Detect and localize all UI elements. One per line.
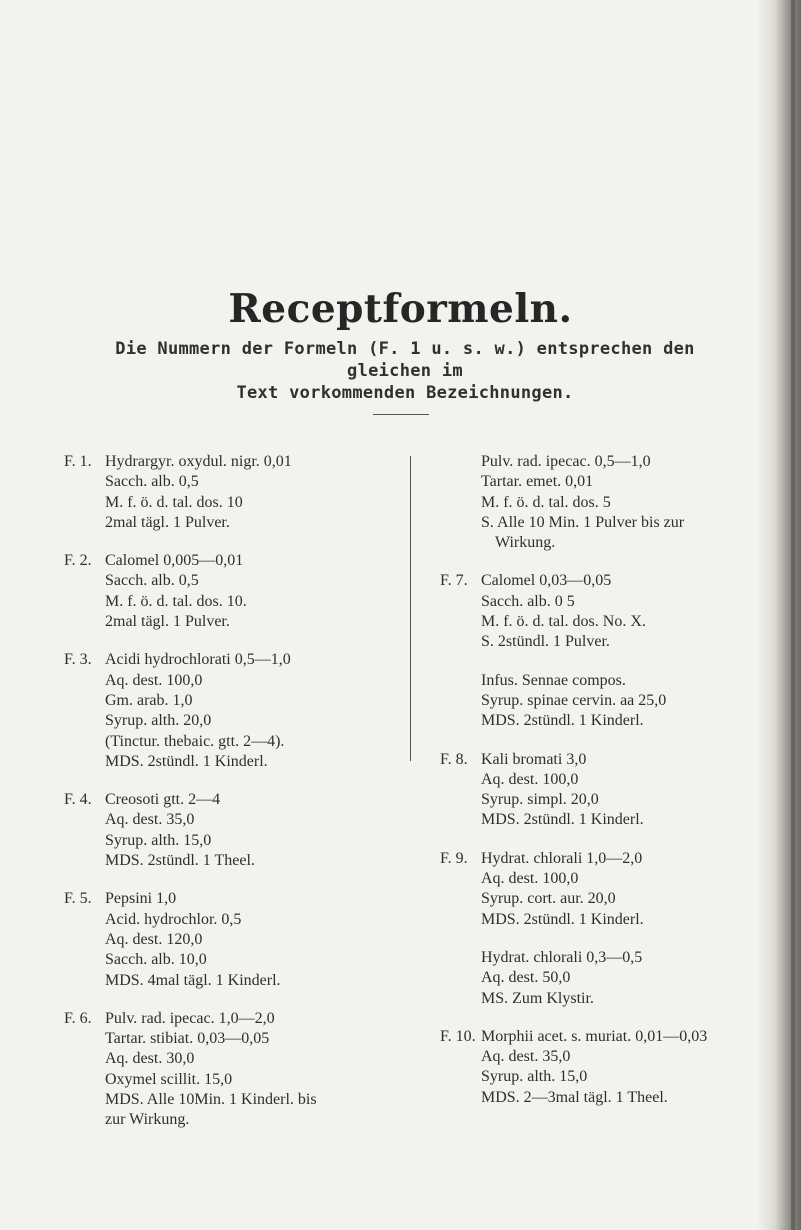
formula-line: Pulv. rad. ipecac. 1,0—2,0	[105, 1009, 275, 1027]
formula-line: Morphii acet. s. muriat. 0,01—0,03	[481, 1027, 708, 1045]
formula-number: F. 6.	[64, 1009, 92, 1027]
formula-line: Acid. hydrochlor. 0,5	[105, 910, 242, 928]
formula-line: 2mal tägl. 1 Pulver.	[105, 513, 230, 531]
formula-line: Tartar. emet. 0,01	[481, 473, 594, 491]
formula-line: 2mal tägl. 1 Pulver.	[105, 613, 230, 631]
formula-line: S. Alle 10 Min. 1 Pulver bis zur	[481, 513, 685, 531]
formula-line: Aq. dest. 30,0	[105, 1050, 195, 1068]
intro-paragraph	[95, 338, 715, 404]
formula-line: Calomel 0,03—0,05	[481, 572, 612, 590]
right-column	[440, 452, 780, 1126]
formula-number: F. 1.	[64, 453, 92, 470]
formula-number: F. 10.	[440, 1027, 476, 1045]
formula-number: F. 5.	[64, 890, 92, 908]
formula-number: F. 3.	[64, 651, 92, 669]
formula-line: Syrup. alth. 20,0	[105, 712, 212, 730]
formula-line: Syrup. spinae cervin. aa 25,0	[481, 691, 667, 709]
formula-number: F. 9.	[440, 849, 468, 867]
formula-number: F. 4.	[64, 791, 92, 809]
formula-line: MDS. Alle 10Min. 1 Kinderl. bis	[105, 1091, 317, 1109]
formula-line: Syrup. alth. 15,0	[481, 1068, 588, 1086]
formula-line: Sacch. alb. 0,5	[105, 572, 199, 590]
formula-line: Sacch. alb. 10,0	[105, 951, 207, 969]
formula-line: Syrup. cort. aur. 20,0	[481, 890, 616, 908]
formula-number: F. 7.	[440, 572, 468, 590]
formula-line: Hydrat. chlorali 1,0—2,0	[481, 849, 643, 867]
formula-7	[440, 571, 780, 731]
formula-line: Syrup. simpl. 20,0	[481, 791, 599, 809]
formula-addendum	[481, 948, 780, 1009]
formula-addendum	[481, 671, 780, 732]
formula-line: Aq. dest. 100,0	[481, 770, 579, 788]
formula-line: Sacch. alb. 0 5	[481, 592, 575, 610]
formula-line: (Tinctur. thebaic. gtt. 2—4).	[105, 732, 285, 750]
formula-line: Syrup. alth. 15,0	[105, 831, 212, 849]
formula-line: Aq. dest. 35,0	[105, 811, 195, 829]
left-column	[64, 452, 384, 1149]
formula-1	[64, 452, 384, 533]
formula-line: MDS. 2stündl. 1 Kinderl.	[481, 910, 644, 928]
formula-line: Wirkung.	[495, 534, 556, 552]
formula-line: Sacch. alb. 0,5	[105, 473, 199, 491]
formula-line: MS. Zum Klystir.	[481, 989, 594, 1007]
formula-line: MDS. 4mal tägl. 1 Kinderl.	[105, 971, 281, 989]
column-divider	[410, 456, 411, 761]
formula-line: MDS. 2stündl. 1 Kinderl.	[105, 752, 268, 770]
formula-line: Acidi hydrochlorati 0,5—1,0	[105, 651, 291, 669]
formula-line: M. f. ö. d. tal. dos. 5	[481, 493, 611, 511]
formula-line: Pepsini 1,0	[105, 890, 177, 908]
formula-line: Infus. Sennae compos.	[481, 671, 626, 689]
formula-line: Kali bromati 3,0	[481, 750, 587, 768]
formula-line: M. f. ö. d. tal. dos. 10	[105, 493, 243, 511]
formula-line: MDS. 2stündl. 1 Kinderl.	[481, 811, 644, 829]
formula-6-continued	[440, 452, 780, 553]
page-title: Receptformeln.	[228, 286, 573, 332]
book-spine-edge	[791, 0, 795, 1230]
formula-line: Hydrargyr. oxydul. nigr. 0,01	[105, 453, 292, 470]
formula-line: MDS. 2stündl. 1 Kinderl.	[481, 712, 644, 730]
formula-line: M. f. ö. d. tal. dos. 10.	[105, 592, 247, 610]
formula-line: Aq. dest. 100,0	[481, 870, 579, 888]
formula-line: Aq. dest. 120,0	[105, 930, 203, 948]
formula-line: Pulv. rad. ipecac. 0,5—1,0	[481, 453, 651, 470]
intro-line: Die Nummern der Formeln (F. 1 u. s. w.) entsprechen den gleichen im	[115, 339, 695, 381]
formula-9	[440, 849, 780, 1009]
formula-number: F. 2.	[64, 552, 92, 570]
formula-8	[440, 750, 780, 831]
formula-2	[64, 551, 384, 632]
formula-5	[64, 889, 384, 990]
formula-number: F. 8.	[440, 750, 468, 768]
formula-line: MDS. 2—3mal tägl. 1 Theel.	[481, 1088, 668, 1106]
formula-line: Hydrat. chlorali 0,3—0,5	[481, 948, 643, 966]
formula-4	[64, 790, 384, 871]
formula-6	[64, 1009, 384, 1131]
intro-line: Text vorkommenden Bezeichnungen.	[236, 383, 574, 403]
formula-line: zur Wirkung.	[105, 1111, 190, 1129]
formula-line: Aq. dest. 50,0	[481, 969, 571, 987]
formula-line: Oxymel scillit. 15,0	[105, 1070, 233, 1088]
formula-line: MDS. 2stündl. 1 Theel.	[105, 852, 255, 870]
formula-3	[64, 650, 384, 772]
formula-line: Aq. dest. 35,0	[481, 1048, 571, 1066]
formula-line: Creosoti gtt. 2—4	[105, 791, 221, 809]
formula-line: Aq. dest. 100,0	[105, 671, 203, 689]
formula-10	[440, 1027, 780, 1108]
title-rule	[373, 414, 429, 415]
formula-line: Tartar. stibiat. 0,03—0,05	[105, 1030, 270, 1048]
formula-line: M. f. ö. d. tal. dos. No. X.	[481, 613, 646, 631]
formula-line: Gm. arab. 1,0	[105, 691, 193, 709]
formula-line: Calomel 0,005—0,01	[105, 552, 244, 570]
formula-line: S. 2stündl. 1 Pulver.	[481, 633, 610, 651]
